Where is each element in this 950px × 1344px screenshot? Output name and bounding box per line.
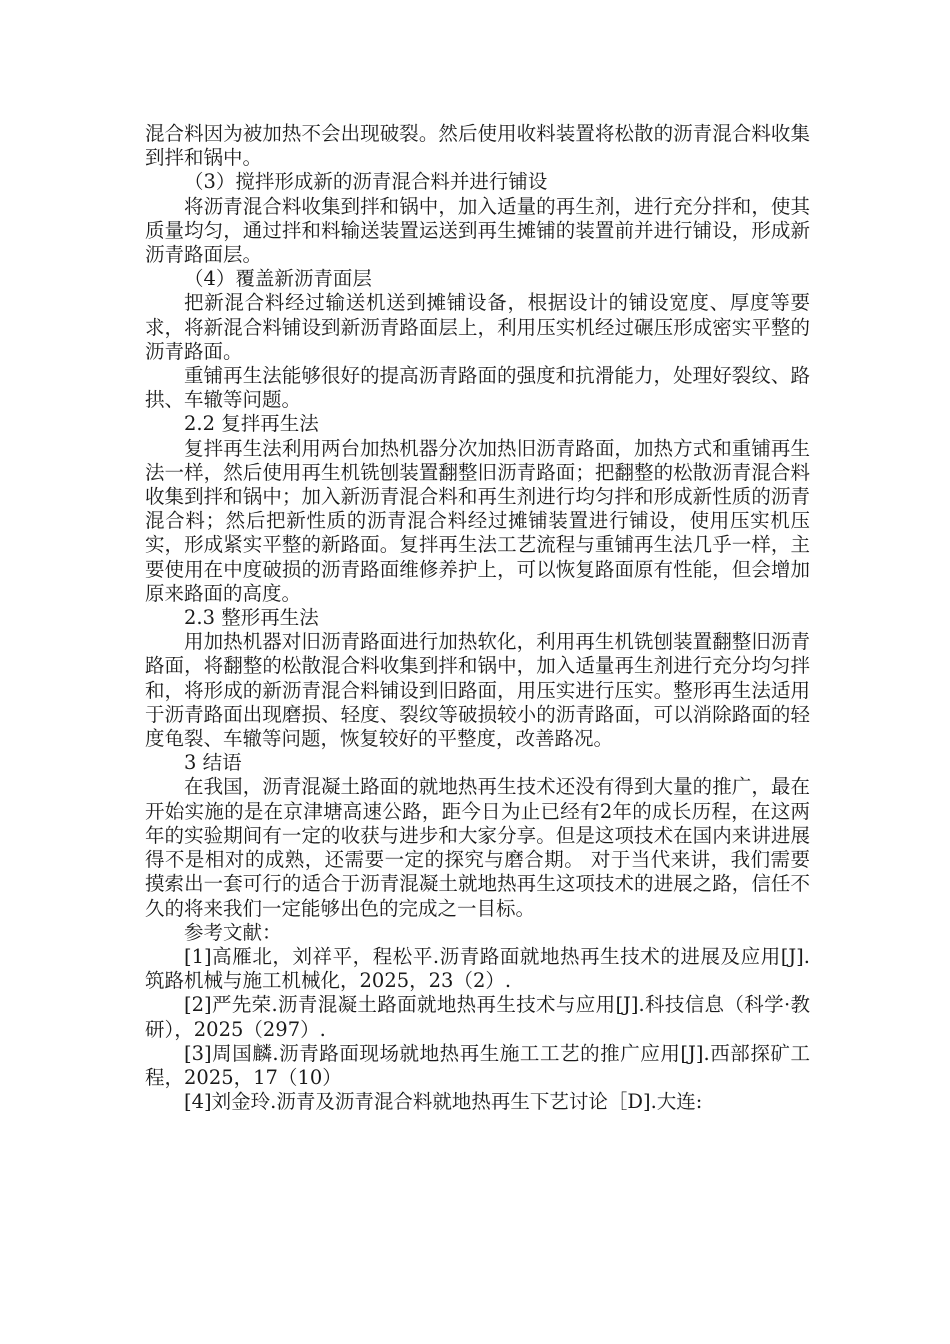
paragraph: 复拌再生法利用两台加热机器分次加热旧沥青路面，加热方式和重铺再生法一样，然后使用再生机铣刨装置翻整旧沥青路面；把翻整的松散沥青混合料收集到拌和锅中；加入新沥青混合料和再生剂进行均匀拌和形成新性质的沥青混合料；然后把新性质的沥青混合料经过摊铺装置进行铺设，使用压实机压实，形成紧实平整的新路面。复拌再生法工艺流程与重铺再生法几乎一样，主要使用在中度破损的沥青路面维修养护上，可以恢复路面原有性能，但会增加原来路面的高度。 [145,436,810,605]
paragraph: 把新混合料经过输送机送到摊铺设备，根据设计的铺设宽度、厚度等要求，将新混合料铺设到新沥青路面层上，利用压实机经过碾压形成密实平整的沥青路面。 [145,291,810,363]
section-heading: （4）覆盖新沥青面层 [184,267,372,291]
paragraph: 在我国，沥青混凝土路面的就地热再生技术还没有得到大量的推广，最在开始实施的是在京津塘高速公路，距今日为止已经有2年的成长历程，在这两年的实验期间有一定的收获与进步和大家分享。但是这项技术在国内来讲进展得不是相对的成熟，还需要一定的探究与磨合期。 对于当代来讲，我们需要摸索出一套可行的适合于沥青混凝土就地热再生这项技术的进展之路，信任不久的将来我们一定能够出色的完成之一目标。 [145,775,810,920]
references-heading: 参考文献： [184,920,282,944]
paragraph: 将沥青混合料收集到拌和锅中，加入适量的再生剂，进行充分拌和，使其质量均匀，通过拌和料输送装置运送到再生摊铺的装置前并进行铺设，形成新沥青路面层。 [145,194,810,267]
reference-item: [1]高雁北，刘祥平，程松平.沥青路面就地热再生技术的进展及应用[J].筑路机械与施工机械化，2025，23（2）. [145,944,810,993]
reference-item: [3]周国麟.沥青路面现场就地热再生施工工艺的推广应用[J].西部探矿工程，2025，17（10） [145,1041,810,1089]
paragraph: 用加热机器对旧沥青路面进行加热软化，利用再生机铣刨装置翻整旧沥青路面，将翻整的松散混合料收集到拌和锅中，加入适量再生剂进行充分均匀拌和，将形成的新沥青混合料铺设到旧路面，用压实进行压实。整形再生法适用于沥青路面出现磨损、轻度、裂纹等破损较小的沥青路面，可以消除路面的轻度龟裂、车辙等问题，恢复较好的平整度，改善路况。 [145,630,810,751]
reference-item: [2]严先荣.沥青混凝土路面就地热再生技术与应用[J].科技信息（科学·教研），2025（297）. [145,993,810,1041]
section-heading: 3 结语 [184,751,242,775]
paragraph: 重铺再生法能够很好的提高沥青路面的强度和抗滑能力，处理好裂纹、路拱、车辙等问题。 [145,364,810,412]
section-heading: （3）搅拌形成新的沥青混合料并进行铺设 [184,170,548,194]
document-body [145,122,810,1114]
section-heading: 2.2 复拌再生法 [184,412,319,436]
paragraph: 混合料因为被加热不会出现破裂。然后使用收料装置将松散的沥青混合料收集到拌和锅中。 [145,122,810,170]
reference-item: [4]刘金玲.沥青及沥青混合料就地热再生下艺讨论［D].大连: [184,1090,703,1114]
section-heading: 2.3 整形再生法 [184,606,319,630]
